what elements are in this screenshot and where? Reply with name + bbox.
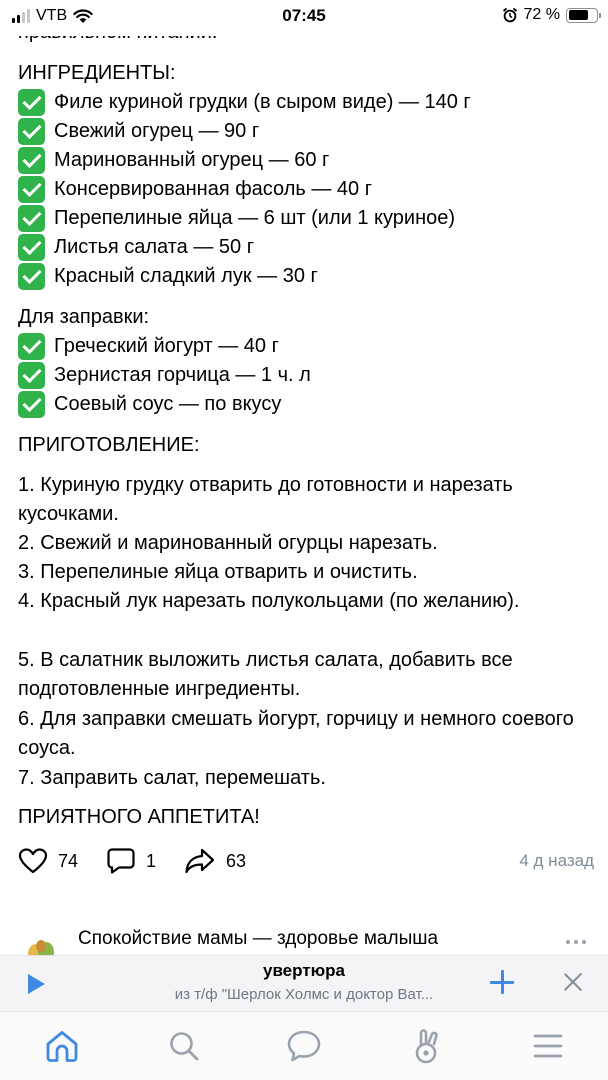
dressing-item: Зернистая горчица — 1 ч. л [18,361,311,390]
preparation-step: 3. Перепелиные яйца отварить и очистить. [18,561,418,583]
close-player-icon[interactable] [560,969,586,995]
post-actions [18,845,594,877]
comment-button[interactable] [106,847,156,875]
check-mark-button-icon [18,176,45,203]
home-icon [44,1029,80,1063]
check-mark-button-icon [18,205,45,232]
preparation-step: 1. Куриную грудку отварить до готовности и нарезать кусочками. [18,474,513,525]
check-mark-button-icon [18,89,45,116]
carrier-name: VTB [36,7,68,24]
like-count: 74 [58,850,79,871]
tab-messages[interactable] [284,1026,324,1066]
dressing-item: Греческий йогурт — 40 г [18,332,279,361]
preparation-step: 6. Для заправки смешать йогурт, горчицу и немного соевого соуса. [18,708,574,759]
ingredients-heading: ИНГРЕДИЕНТЫ: [18,62,176,84]
ingredient-item: Консервированная фасоль — 40 г [18,175,372,204]
share-button[interactable] [184,847,246,875]
battery-percent: 72 % [523,6,560,23]
comment-icon [106,847,136,875]
more-options-icon[interactable] [566,940,586,944]
post-timestamp: 4 д назад [519,851,594,870]
alarm-icon [502,7,518,23]
like-button[interactable] [18,847,78,875]
tab-clips[interactable] [406,1026,446,1066]
ingredient-item: Красный сладкий лук — 30 г [18,262,318,291]
check-mark-button-icon [18,118,45,145]
dressing-item: Соевый соус — по вкусу [18,390,281,419]
heart-icon [18,847,48,875]
preparation-step: 7. Заправить салат, перемешать. [18,767,326,789]
ingredient-item: Свежий огурец — 90 г [18,117,259,146]
share-arrow-icon [184,847,216,875]
tab-home[interactable] [42,1026,82,1066]
search-icon [168,1030,200,1062]
ingredient-item: Маринованный огурец — 60 г [18,146,329,175]
share-count: 63 [226,850,247,871]
preparation-heading: ПРИГОТОВЛЕНИЕ: [18,434,200,456]
preparation-step: 5. В салатник выложить листья салата, добавить все подготовленные ингредиенты. [18,649,513,700]
ingredient-item: Перепелиные яйца — 6 шт (или 1 куриное) [18,204,455,233]
ingredient-item: Листья салата — 50 г [18,233,254,262]
check-mark-button-icon [18,263,45,290]
next-post-header[interactable] [0,920,608,960]
check-mark-button-icon [18,147,45,174]
audio-mini-player[interactable] [0,955,608,1011]
track-title[interactable]: увертюра [263,961,345,980]
hamburger-menu-icon [532,1032,564,1060]
status-right [502,6,598,24]
status-bar [0,0,608,36]
tab-menu[interactable] [528,1026,568,1066]
check-mark-button-icon [18,333,45,360]
bottom-tab-bar [0,1011,608,1080]
check-mark-button-icon [18,391,45,418]
battery-icon [566,8,598,23]
next-post-title[interactable]: Спокойствие мамы — здоровье малыша [78,928,439,949]
chat-bubble-icon [286,1029,322,1063]
ingredient-item: Филе куриной грудки (в сыром виде) — 140 г [18,88,471,117]
check-mark-button-icon [18,362,45,389]
add-track-icon[interactable] [488,968,516,996]
preparation-step: 2. Свежий и маринованный огурцы нарезать. [18,532,438,554]
closing-text: ПРИЯТНОГО АППЕТИТА! [18,806,260,828]
preparation-step: 4. Красный лук нарезать полукольцами (по желанию). [18,590,520,612]
tab-search[interactable] [164,1026,204,1066]
comment-count: 1 [146,850,157,871]
bunny-face-icon [409,1028,443,1064]
dressing-heading: Для заправки: [18,306,150,328]
track-artist[interactable]: из т/ф "Шерлок Холмс и доктор Ват... [174,986,434,1003]
check-mark-button-icon [18,234,45,261]
clock: 07:45 [282,6,326,25]
